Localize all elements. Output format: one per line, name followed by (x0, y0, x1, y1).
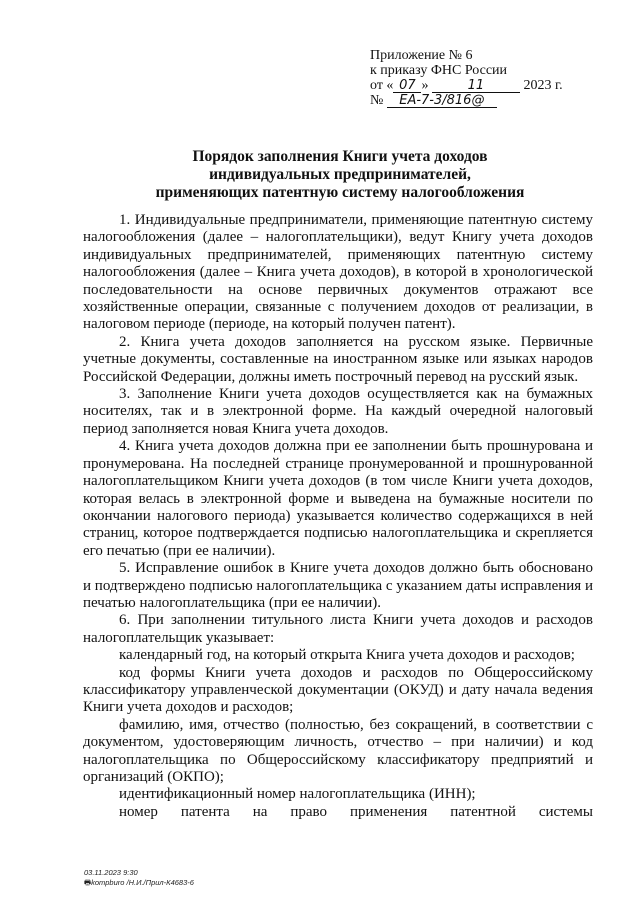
attachment-order-ref: к приказу ФНС России (370, 63, 508, 78)
paragraph: 5. Исправление ошибок в Книге учета доходов должно быть обосновано и подтверждено подписью налогоплательщика с указанием даты исправления и печатью налогоплательщика (при ее наличии). (83, 560, 593, 611)
paragraph: 2. Книга учета доходов заполняется на русском языке. Первичные учетные документы, составленные на иностранном языке или языках народов Российской Федерации, должны иметь построчный перевод на русский язык. (83, 333, 593, 385)
paragraph: идентификационный номер налогоплательщика (ИНН); (119, 786, 476, 803)
attachment-number-handwritten: ЕА-7-3/816@ (387, 94, 497, 108)
print-path-line: 🖶kompburo /Н.И./Прил-К4683-6 (84, 878, 194, 887)
attachment-block (370, 48, 610, 108)
document-body (83, 212, 593, 821)
attachment-order-number: № ЕА-7-3/816@ (370, 93, 610, 108)
printer-icon: 🖶 (84, 878, 92, 887)
print-footer (84, 868, 194, 888)
paragraph: номер патента на право применения патентной системы (119, 803, 593, 820)
paragraph: 6. При заполнении титульного листа Книги учета доходов и расходов налогоплательщик указывает: (83, 612, 593, 646)
attachment-date: от « 07 » 11 2023 г. (370, 78, 563, 93)
paragraph: календарный год, на который открыта Книга учета доходов и расходов; (119, 647, 575, 664)
attachment-number: Приложение № 6 (370, 48, 473, 63)
attachment-month: 11 (432, 79, 520, 93)
document-title: Порядок заполнения Книги учета доходов индивидуальных предпринимателей, применяющих патентную систему налогообложения (155, 148, 525, 201)
paragraph: 4. Книга учета доходов должна при ее заполнении быть прошнурована и пронумерована. На последней странице пронумерованной и прошнурованной налогоплательщиком Книги учета доходов (в том числе Книги учета доходов, которая велась в электронной форме и выведена на бумажные носители по окончании налогового периода) указывается количество содержащихся в ней страниц, которое подтверждается подписью налогоплательщика и скрепляется его печатью (при ее наличии). (83, 438, 593, 559)
attachment-year: 2023 г. (523, 78, 563, 93)
paragraph: 3. Заполнение Книги учета доходов осуществляется как на бумажных носителях, так и в электронной форме. На каждый очередной налоговый период заполняется новая Книга учета доходов. (83, 386, 593, 437)
print-timestamp: 03.11.2023 9:30 (84, 868, 138, 877)
paragraph: фамилию, имя, отчество (полностью, без сокращений, в соответствии с документом, удостоверяющим личность, отчество – при наличии) и код налогоплательщика по Общероссийскому классификатору предприятий и организаций (ОКПО); (83, 716, 593, 785)
paragraph: 1. Индивидуальные предприниматели, применяющие патентную систему налогообложения (далее – налогоплательщики), ведут Книгу учета доходов индивидуальных предпринимателей, применяющих патентную систему налогообложения (далее – Книга учета доходов), в которой в хронологической последовательности на основе первичных документов отражают все хозяйственные операции, связанные с получением доходов от реализации, в налоговом периоде (периоде, на который получен патент). (83, 212, 593, 333)
paragraph: код формы Книги учета доходов и расходов по Общероссийскому классификатору управленческой документации (ОКУД) и дату начала ведения Книги учета доходов и расходов; (83, 664, 593, 716)
attachment-day: 07 (393, 79, 421, 93)
